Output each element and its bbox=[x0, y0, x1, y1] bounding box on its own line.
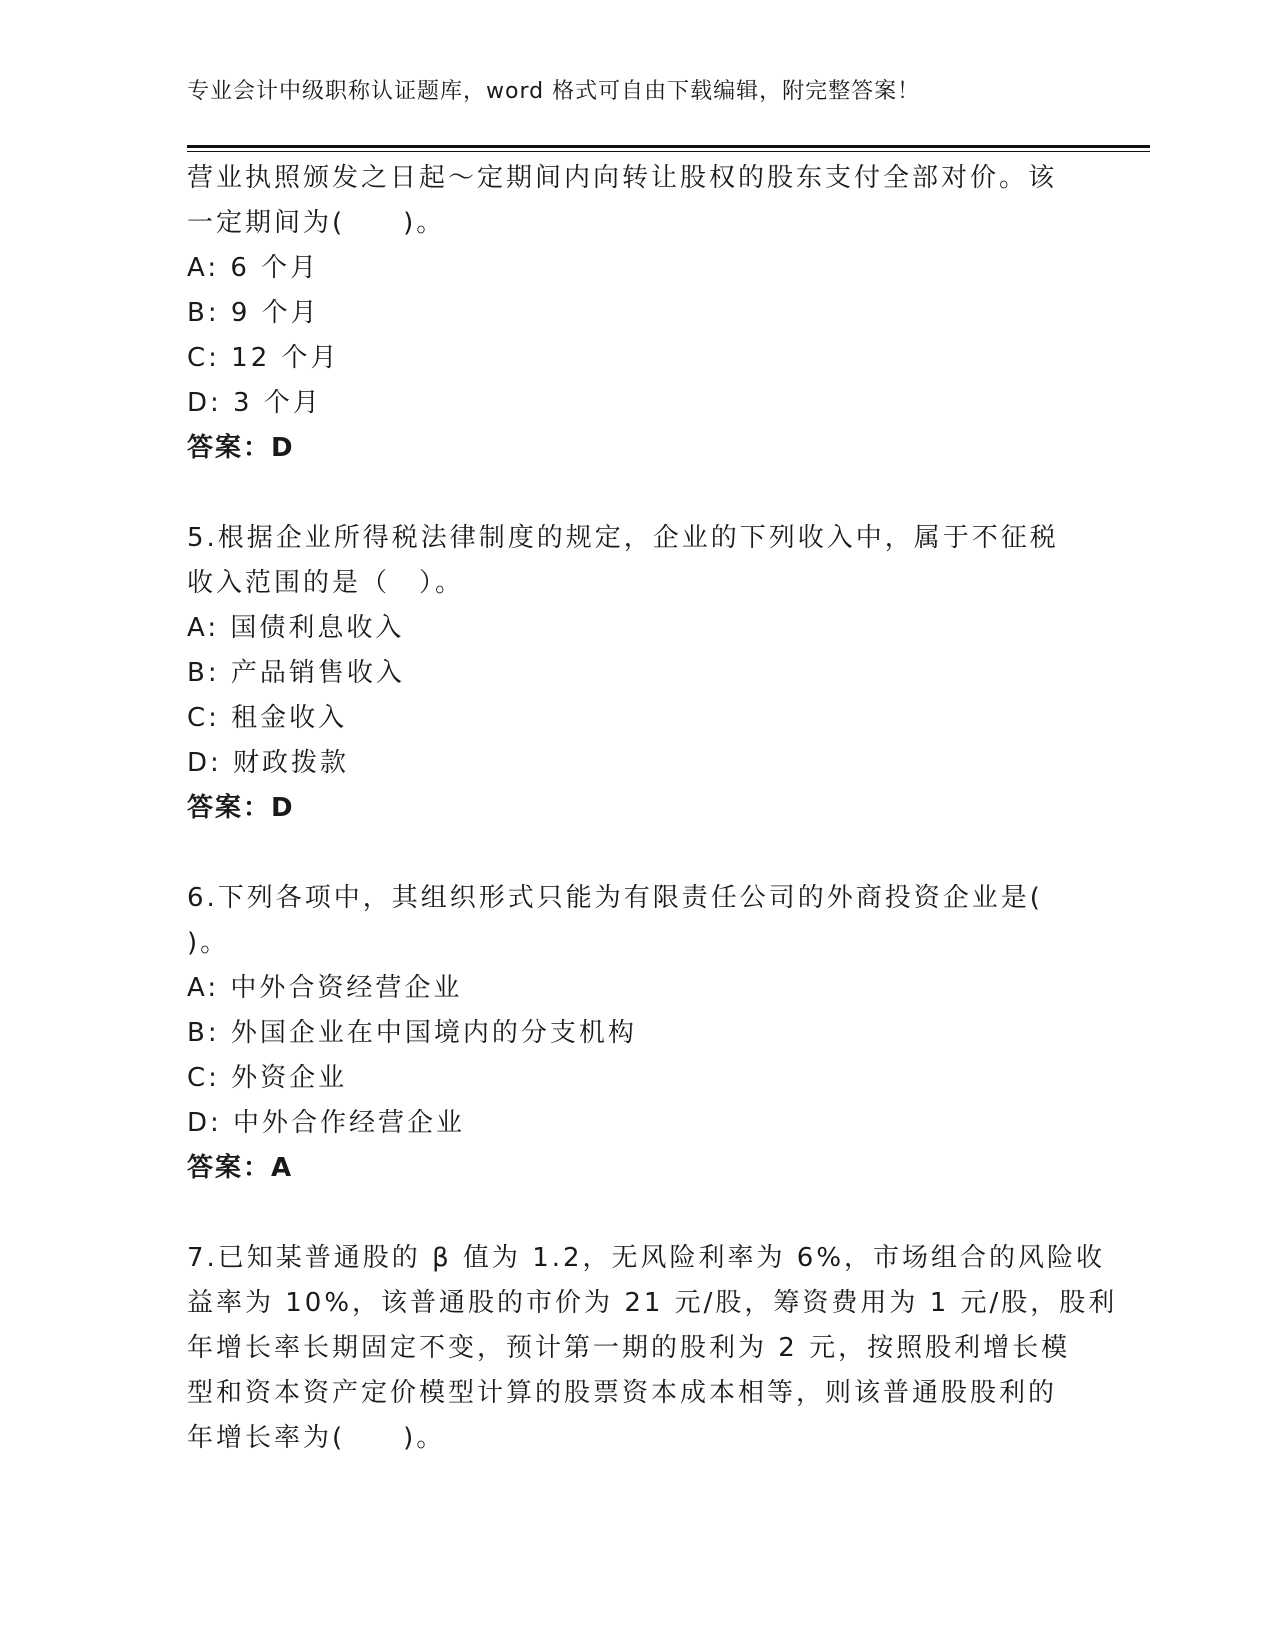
option-b: B: 外国企业在中国境内的分支机构 bbox=[187, 1018, 637, 1048]
option-c: C: 租金收入 bbox=[187, 703, 348, 733]
question-block bbox=[187, 1236, 1118, 1461]
question-stem-line: 益率为 10%，该普通股的市价为 21 元/股，筹资费用为 1 元/股，股利 bbox=[187, 1288, 1118, 1318]
question-block bbox=[187, 876, 1087, 1191]
option-c: C: 外资企业 bbox=[187, 1063, 348, 1093]
option-b: B: 产品销售收入 bbox=[187, 658, 405, 688]
option-c: C: 12 个月 bbox=[187, 343, 340, 373]
spacer bbox=[187, 831, 1087, 876]
question-stem-line: 5.根据企业所得税法律制度的规定，企业的下列收入中，属于不征税 bbox=[187, 523, 1059, 553]
question-stem-line: 营业执照颁发之日起～定期间内向转让股权的股东支付全部对价。该 bbox=[187, 163, 1058, 193]
question-stem-line: 一定期间为( )。 bbox=[187, 208, 446, 238]
option-d: D: 财政拨款 bbox=[187, 748, 350, 778]
spacer bbox=[187, 471, 1087, 516]
header-note: 专业会计中级职称认证题库，word 格式可自由下载编辑，附完整答案！ bbox=[187, 79, 921, 104]
question-block bbox=[187, 156, 1087, 471]
option-a: A: 6 个月 bbox=[187, 253, 320, 283]
question-stem-line: 7.已知某普通股的 β 值为 1.2，无风险利率为 6%，市场组合的风险收 bbox=[187, 1243, 1106, 1273]
header-rule-thick bbox=[187, 145, 1150, 148]
option-b: B: 9 个月 bbox=[187, 298, 320, 328]
question-stem-line: 收入范围的是（ ）。 bbox=[187, 568, 465, 598]
question-stem-line: 6.下列各项中，其组织形式只能为有限责任公司的外商投资企业是( bbox=[187, 883, 1043, 913]
question-block bbox=[187, 516, 1087, 831]
question-list bbox=[187, 156, 1118, 1461]
option-a: A: 国债利息收入 bbox=[187, 613, 405, 643]
option-d: D: 3 个月 bbox=[187, 388, 322, 418]
spacer bbox=[187, 1191, 1087, 1236]
question-stem-line: 型和资本资产定价模型计算的股票资本成本相等，则该普通股股利的 bbox=[187, 1378, 1058, 1408]
question-stem-line: 年增长率为( )。 bbox=[187, 1423, 446, 1453]
option-a: A: 中外合资经营企业 bbox=[187, 973, 463, 1003]
answer-line: 答案：A bbox=[187, 1153, 294, 1183]
answer-line: 答案：D bbox=[187, 793, 295, 823]
answer-line: 答案：D bbox=[187, 433, 295, 463]
option-d: D: 中外合作经营企业 bbox=[187, 1108, 466, 1138]
question-stem-line: )。 bbox=[187, 928, 230, 958]
question-stem-line: 年增长率长期固定不变，预计第一期的股利为 2 元，按照股利增长模 bbox=[187, 1333, 1071, 1363]
header-rule-thin bbox=[187, 151, 1150, 152]
